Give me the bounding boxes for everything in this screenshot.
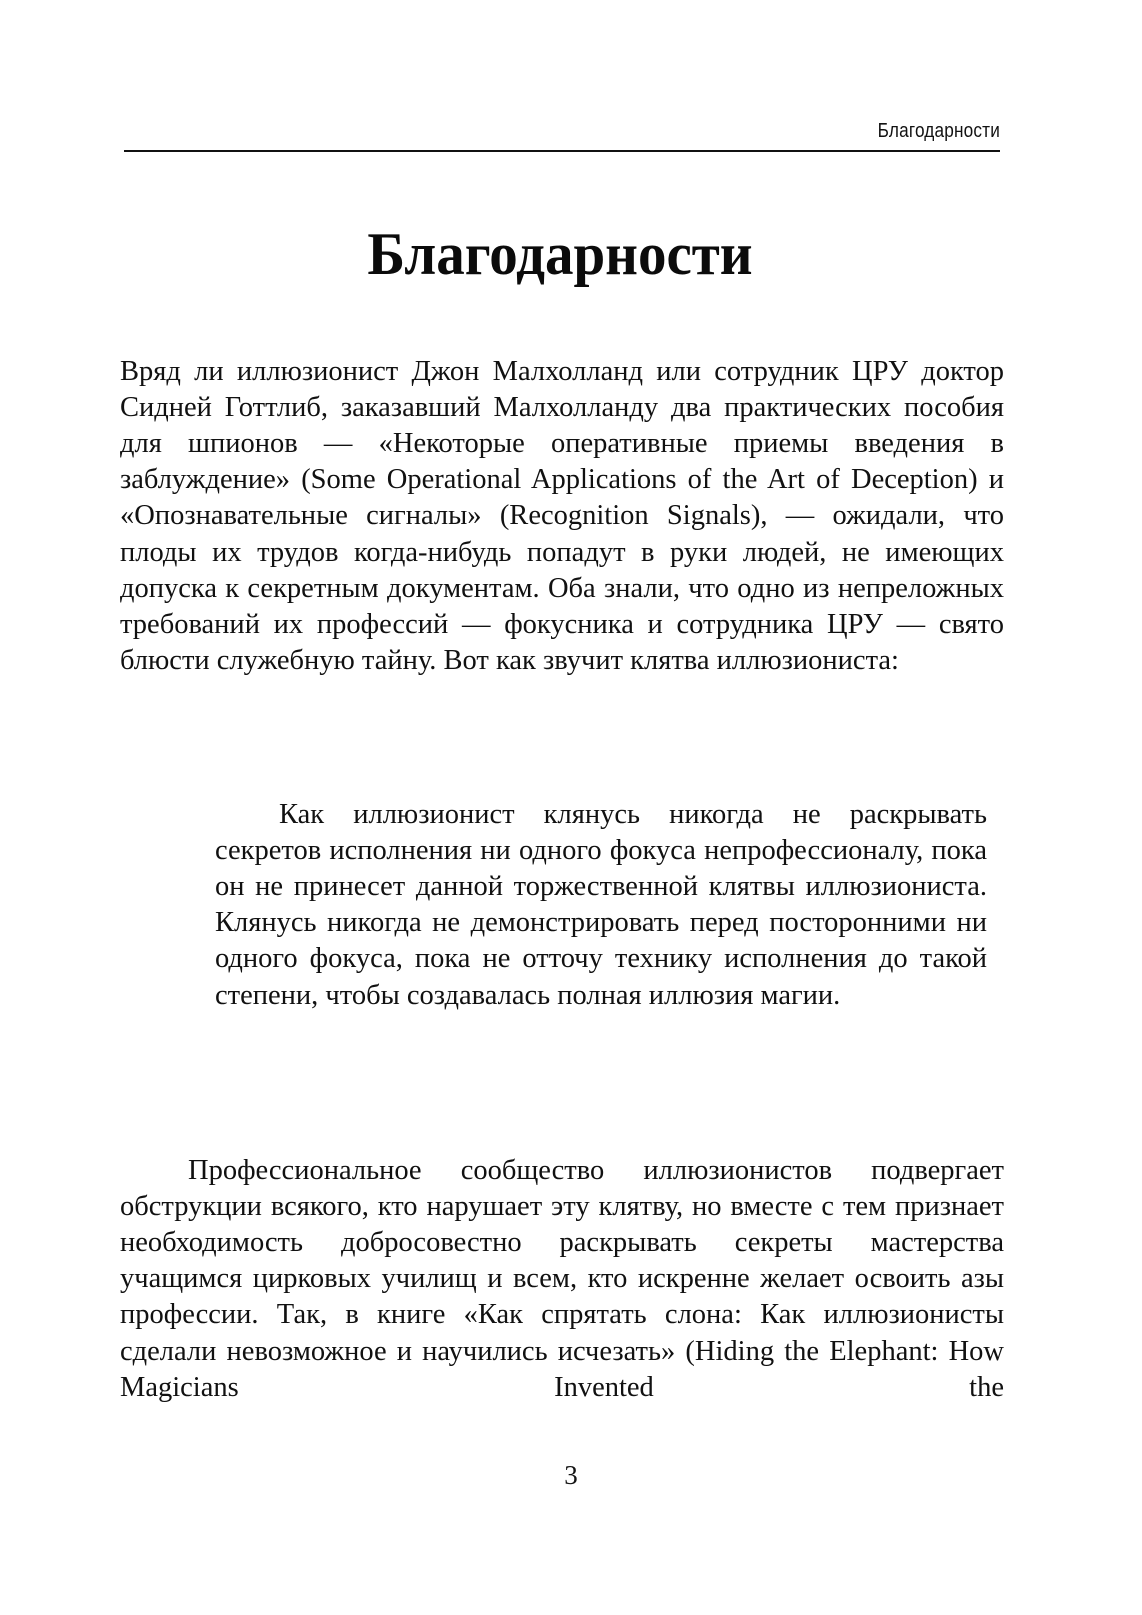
paragraph-community: Профессиональное сообщество иллюзионистов подвергает обструкции всякого, кто нарушает эту клятву, но вместе с тем признает необходимость добросовестно раскрывать секреты мастерства учащимся цирковых училищ и всем, кто искренне желает освоить азы профессии. Так, в книге «Как спрятать слона: Как иллюзионисты сделали невозможное и научились исчезать» (Hiding the Elephant: How Magicians Invented the: [120, 1154, 1004, 1403]
paragraph-intro: Вряд ли иллюзионист Джон Малхолланд или сотрудник ЦРУ доктор Сидней Готтлиб, заказавший Малхолланду два практических пособия для шпионов — «Некоторые оперативные приемы введения в заблуждение» (Some Operational Applications of the Art of Deception) и «Опознавательные сигналы» (Recognition Signals), — ожидали, что плоды их трудов когда-нибудь попадут в руки людей, не имеющих допуска к секретным документам. Оба знали, что одно из непреложных требований их профессий — фокусника и сотрудника ЦРУ — свято блюсти служебную тайну. Вот как звучит клятва иллюзиониста:: [120, 355, 1004, 677]
blockquote-magician-oath: Как иллюзионист клянусь никогда не раскрывать секретов исполнения ни одного фокуса непрофессионалу, пока он не принесет данной торжественной клятвы иллюзиониста. Клянусь никогда не демонстрировать перед посторонними ни одного фокуса, пока не отточу технику исполнения до такой степени, чтобы создавалась полная иллюзия магии.: [215, 798, 987, 1011]
page-number: 3: [564, 1460, 578, 1490]
page-title: Благодарности: [367, 221, 753, 288]
header-divider-rule: [124, 150, 1000, 152]
running-header: Благодарности: [877, 120, 1000, 142]
